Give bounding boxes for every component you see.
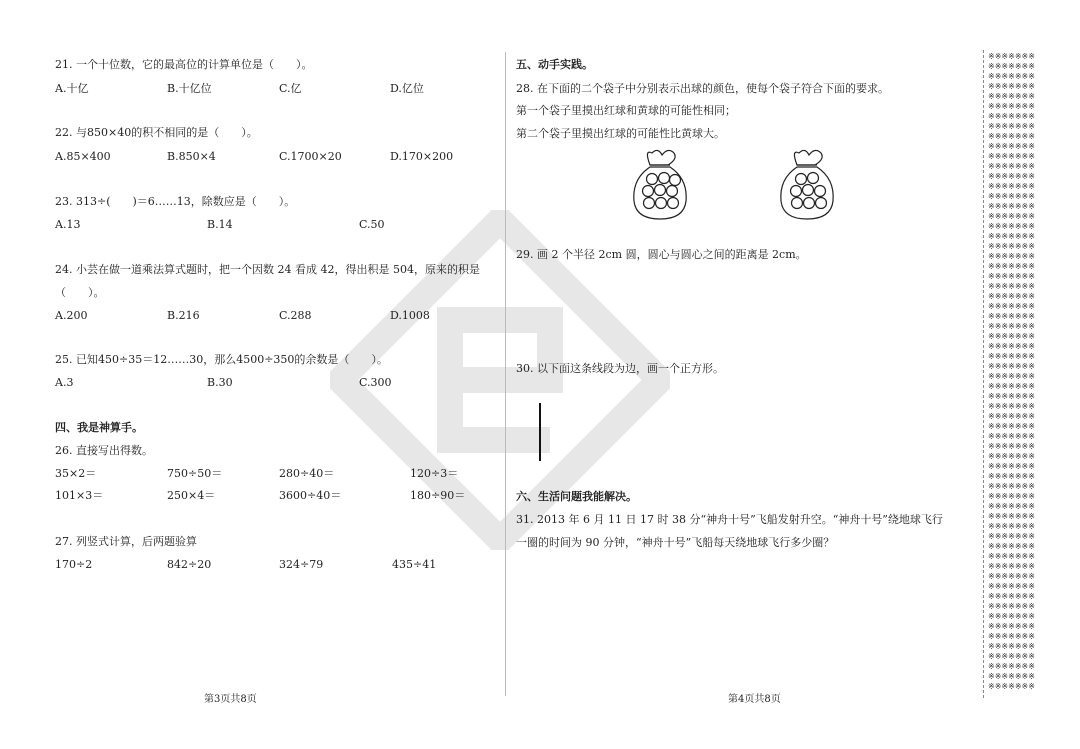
binding-pattern-row: ※※※※※※※: [988, 302, 1035, 311]
binding-pattern-row: ※※※※※※※: [988, 112, 1035, 121]
binding-pattern-row: ※※※※※※※: [988, 212, 1035, 221]
binding-pattern-row: ※※※※※※※: [988, 252, 1035, 261]
binding-pattern-row: ※※※※※※※: [988, 152, 1035, 161]
binding-pattern-row: ※※※※※※※: [988, 332, 1035, 341]
section-5-heading: 五、动手实践。: [516, 58, 593, 71]
q28-line2: 第二个袋子里摸出红球的可能性比黄球大。: [516, 127, 725, 140]
q26-item: 35×2＝: [55, 467, 97, 480]
q22-option-d: D.170×200: [390, 150, 454, 163]
q28-stem: 28. 在下面的二个袋子中分别表示出球的颜色，使每个袋子符合下面的要求。: [516, 82, 889, 95]
q27-item: 324÷79: [279, 558, 324, 571]
binding-pattern-row: ※※※※※※※: [988, 492, 1035, 501]
binding-pattern-row: ※※※※※※※: [988, 202, 1035, 211]
binding-pattern-row: ※※※※※※※: [988, 542, 1035, 551]
binding-pattern-row: ※※※※※※※: [988, 72, 1035, 81]
q26-item: 750÷50＝: [167, 467, 223, 480]
q28-line1: 第一个袋子里摸出红球和黄球的可能性相同；: [516, 104, 736, 117]
binding-pattern-row: ※※※※※※※: [988, 182, 1035, 191]
q26-item: 101×3＝: [55, 489, 104, 502]
binding-pattern-row: ※※※※※※※: [988, 632, 1035, 641]
binding-pattern-row: ※※※※※※※: [988, 662, 1035, 671]
binding-pattern-row: ※※※※※※※: [988, 262, 1035, 271]
binding-pattern-row: ※※※※※※※: [988, 282, 1035, 291]
q29-stem: 29. 画 2 个半径 2cm 圆，圆心与圆心之间的距离是 2cm。: [516, 248, 807, 261]
line-segment: [539, 403, 541, 461]
binding-pattern-row: ※※※※※※※: [988, 382, 1035, 391]
binding-pattern-row: ※※※※※※※: [988, 522, 1035, 531]
q23-stem: 23. 313÷( )＝6……13，除数应是（ ）。: [55, 195, 296, 208]
q26-item: 280÷40＝: [279, 467, 335, 480]
binding-pattern-row: ※※※※※※※: [988, 372, 1035, 381]
q21-option-b: B.十亿位: [167, 82, 212, 95]
section-6-heading: 六、生活问题我能解决。: [516, 490, 637, 503]
binding-pattern-row: ※※※※※※※: [988, 392, 1035, 401]
q25-option-c: C.300: [359, 376, 392, 389]
binding-pattern-row: ※※※※※※※: [988, 682, 1035, 691]
q31-line2: 一圈的时间为 90 分钟，“神舟十号”飞船每天绕地球飞行多少圈？: [516, 536, 835, 549]
q24-stem-line1: 24. 小芸在做一道乘法算式题时，把一个因数 24 看成 42，得出积是 504，原来的积是: [55, 263, 480, 276]
binding-pattern-row: ※※※※※※※: [988, 572, 1035, 581]
binding-pattern-row: ※※※※※※※: [988, 472, 1035, 481]
binding-pattern-row: ※※※※※※※: [988, 402, 1035, 411]
page-footer-right: 第4页共8页: [728, 694, 781, 705]
q26-item: 250×4＝: [167, 489, 216, 502]
binding-pattern-row: ※※※※※※※: [988, 62, 1035, 71]
q21-stem: 21. 一个十位数，它的最高位的计算单位是（ ）。: [55, 58, 313, 71]
q25-option-a: A.3: [55, 376, 74, 389]
binding-pattern-row: ※※※※※※※: [988, 362, 1035, 371]
q26-stem: 26. 直接写出得数。: [55, 444, 153, 457]
binding-pattern-row: ※※※※※※※: [988, 622, 1035, 631]
binding-pattern-row: ※※※※※※※: [988, 132, 1035, 141]
q24-option-a: A.200: [55, 309, 88, 322]
q26-item: 120÷3＝: [410, 467, 459, 480]
q23-option-a: A.13: [55, 218, 81, 231]
q21-option-c: C.亿: [279, 82, 302, 95]
q25-option-b: B.30: [207, 376, 233, 389]
binding-pattern-row: ※※※※※※※: [988, 232, 1035, 241]
binding-pattern-row: ※※※※※※※: [988, 312, 1035, 321]
q27-item: 435÷41: [392, 558, 437, 571]
binding-pattern-row: ※※※※※※※: [988, 582, 1035, 591]
page-footer-left: 第3页共8页: [204, 694, 257, 705]
q24-option-d: D.1008: [390, 309, 430, 322]
binding-pattern-row: ※※※※※※※: [988, 532, 1035, 541]
binding-pattern-row: ※※※※※※※: [988, 222, 1035, 231]
q21-option-d: D.亿位: [390, 82, 424, 95]
binding-pattern-row: ※※※※※※※: [988, 242, 1035, 251]
binding-pattern-row: ※※※※※※※: [988, 652, 1035, 661]
binding-pattern-row: ※※※※※※※: [988, 482, 1035, 491]
binding-pattern-row: ※※※※※※※: [988, 612, 1035, 621]
q22-option-c: C.1700×20: [279, 150, 342, 163]
q26-item: 3600÷40＝: [279, 489, 342, 502]
binding-pattern-row: ※※※※※※※: [988, 442, 1035, 451]
page-divider: [505, 52, 506, 696]
bag-icon: [775, 145, 839, 221]
q24-stem-line2: （ ）。: [55, 286, 105, 299]
binding-pattern-row: ※※※※※※※: [988, 272, 1035, 281]
binding-pattern-row: ※※※※※※※: [988, 602, 1035, 611]
q24-option-b: B.216: [167, 309, 200, 322]
binding-pattern-row: ※※※※※※※: [988, 102, 1035, 111]
binding-pattern-row: ※※※※※※※: [988, 142, 1035, 151]
binding-pattern-row: ※※※※※※※: [988, 462, 1035, 471]
binding-pattern-row: ※※※※※※※: [988, 592, 1035, 601]
binding-pattern-row: ※※※※※※※: [988, 562, 1035, 571]
q27-item: 842÷20: [167, 558, 212, 571]
q27-stem: 27. 列竖式计算，后两题验算: [55, 535, 197, 548]
q24-option-c: C.288: [279, 309, 312, 322]
q23-option-c: C.50: [359, 218, 385, 231]
binding-pattern-row: ※※※※※※※: [988, 82, 1035, 91]
q27-item: 170÷2: [55, 558, 93, 571]
binding-pattern-row: ※※※※※※※: [988, 352, 1035, 361]
binding-pattern-row: ※※※※※※※: [988, 172, 1035, 181]
binding-pattern-row: ※※※※※※※: [988, 52, 1035, 61]
binding-pattern-row: ※※※※※※※: [988, 162, 1035, 171]
binding-pattern-row: ※※※※※※※: [988, 422, 1035, 431]
binding-pattern-row: ※※※※※※※: [988, 552, 1035, 561]
binding-pattern-row: ※※※※※※※: [988, 192, 1035, 201]
binding-pattern-row: ※※※※※※※: [988, 92, 1035, 101]
section-4-heading: 四、我是神算手。: [55, 421, 143, 434]
binding-pattern-row: ※※※※※※※: [988, 432, 1035, 441]
binding-pattern-row: ※※※※※※※: [988, 452, 1035, 461]
q23-option-b: B.14: [207, 218, 233, 231]
q26-item: 180÷90＝: [410, 489, 466, 502]
binding-pattern-row: ※※※※※※※: [988, 502, 1035, 511]
q25-stem: 25. 已知450÷35＝12……30，那么4500÷350的余数是（ ）。: [55, 353, 388, 366]
bag-icon: [628, 145, 692, 221]
q30-stem: 30. 以下面这条线段为边，画一个正方形。: [516, 362, 724, 375]
q22-option-a: A.85×400: [55, 150, 111, 163]
binding-pattern-row: ※※※※※※※: [988, 672, 1035, 681]
binding-pattern-row: ※※※※※※※: [988, 322, 1035, 331]
q22-stem: 22. 与850×40的积不相同的是（ ）。: [55, 126, 258, 139]
q31-line1: 31. 2013 年 6 月 11 日 17 时 38 分“神舟十号”飞船发射升空。“神舟十号”绕地球飞行: [516, 513, 943, 526]
q21-option-a: A.十亿: [55, 82, 89, 95]
binding-pattern-row: ※※※※※※※: [988, 292, 1035, 301]
binding-pattern-row: ※※※※※※※: [988, 122, 1035, 131]
q22-option-b: B.850×4: [167, 150, 216, 163]
binding-pattern-row: ※※※※※※※: [988, 342, 1035, 351]
binding-pattern-row: ※※※※※※※: [988, 642, 1035, 651]
binding-pattern-row: ※※※※※※※: [988, 512, 1035, 521]
binding-pattern-row: ※※※※※※※: [988, 412, 1035, 421]
